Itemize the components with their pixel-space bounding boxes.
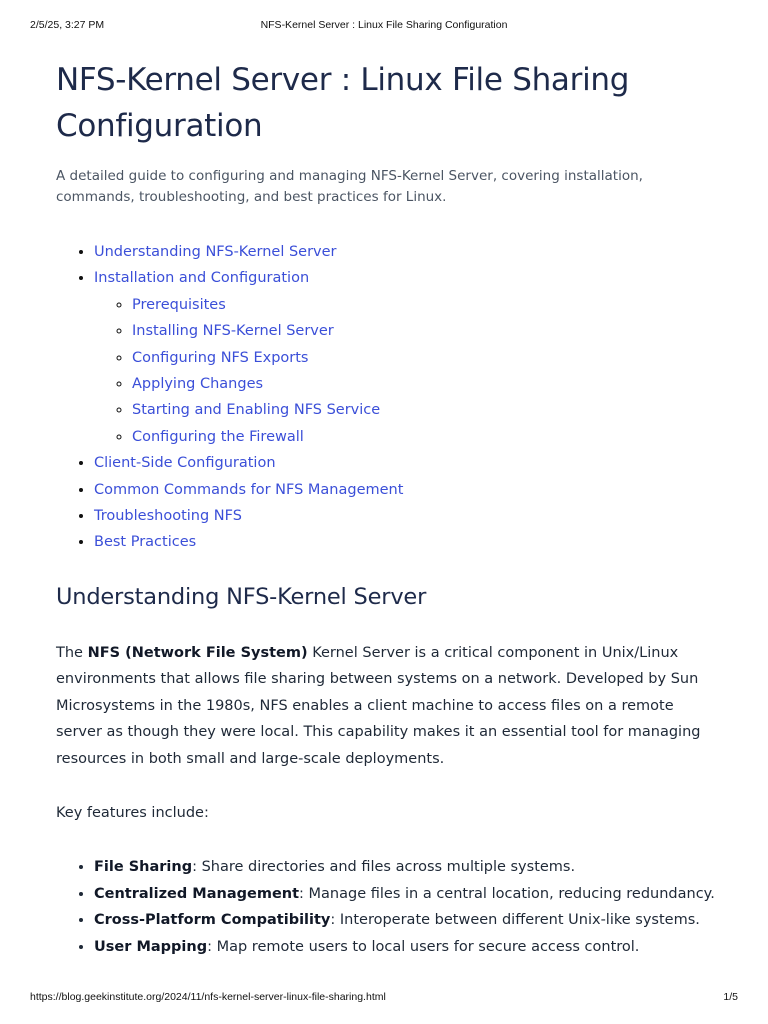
feature-desc: : Interoperate between different Unix-like systems. xyxy=(330,912,700,929)
toc-sublist xyxy=(94,292,716,450)
toc-subitem xyxy=(132,397,716,423)
toc-item xyxy=(94,503,716,529)
toc-item xyxy=(94,265,716,450)
feature-term: User Mapping xyxy=(94,938,208,955)
toc-subitem xyxy=(132,424,716,450)
toc-item xyxy=(94,529,716,555)
features-intro: Key features include: xyxy=(56,804,209,821)
toc-item xyxy=(94,450,716,476)
feature-desc: : Map remote users to local users for secure access control. xyxy=(207,938,640,955)
feature-desc: : Manage files in a central location, reducing redundancy. xyxy=(299,885,715,902)
print-footer xyxy=(0,991,768,1005)
feature-item xyxy=(94,934,716,960)
toc-subitem xyxy=(132,318,716,344)
feature-term: File Sharing xyxy=(94,859,193,876)
print-page-title: NFS-Kernel Server : Linux File Sharing Configuration xyxy=(260,19,508,31)
toc-link-understanding[interactable]: Understanding NFS-Kernel Server xyxy=(94,244,337,260)
toc-link-client[interactable]: Client-Side Configuration xyxy=(94,455,276,472)
toc-link-exports[interactable]: Configuring NFS Exports xyxy=(132,349,309,366)
page-subtitle: A detailed guide to configuring and managing NFS-Kernel Server, covering installation, commands, troubleshooting, and best practices for Linux. xyxy=(56,168,643,205)
feature-term: Centralized Management xyxy=(94,885,300,902)
toc-subitem xyxy=(132,345,716,371)
features-list xyxy=(56,854,716,960)
print-header xyxy=(0,19,768,33)
toc-link-firewall[interactable]: Configuring the Firewall xyxy=(132,428,304,445)
paragraph-bold-term: NFS (Network File System) xyxy=(87,644,308,661)
toc-link-troubleshooting[interactable]: Troubleshooting NFS xyxy=(94,508,242,525)
section-heading: Understanding NFS-Kernel Server xyxy=(56,583,427,610)
toc-link-prerequisites[interactable]: Prerequisites xyxy=(132,296,226,313)
toc-item xyxy=(94,477,716,503)
feature-item xyxy=(94,881,716,907)
toc-link-starting[interactable]: Starting and Enabling NFS Service xyxy=(132,402,381,419)
page-number: 1/5 xyxy=(723,991,738,1003)
toc-subitem xyxy=(132,292,716,318)
toc-link-installation[interactable]: Installation and Configuration xyxy=(94,270,310,287)
toc-link-applying[interactable]: Applying Changes xyxy=(132,376,264,393)
feature-item xyxy=(94,854,716,880)
section-paragraph xyxy=(56,640,716,772)
table-of-contents xyxy=(56,239,716,556)
feature-desc: : Share directories and files across multiple systems. xyxy=(192,859,576,876)
paragraph-prefix: The xyxy=(56,644,88,661)
page-title: NFS-Kernel Server : Linux File Sharing Configuration xyxy=(56,62,630,144)
toc-link-commands[interactable]: Common Commands for NFS Management xyxy=(94,481,404,498)
toc-link-best-practices[interactable]: Best Practices xyxy=(94,534,197,551)
print-date: 2/5/25, 3:27 PM xyxy=(30,19,105,31)
toc-item xyxy=(94,239,716,265)
toc-link-installing[interactable]: Installing NFS-Kernel Server xyxy=(132,323,334,340)
feature-term: Cross-Platform Compatibility xyxy=(94,912,331,929)
toc-subitem xyxy=(132,371,716,397)
print-url: https://blog.geekinstitute.org/2024/11/nfs-kernel-server-linux-file-sharing.html xyxy=(30,991,386,1003)
paragraph-rest: Kernel Server is a critical component in Unix/Linux environments that allows file sharing between systems on a network. Developed by Sun Microsystems in the 1980s, NFS enables a client machine to access files on a remote server as though they were local. This capability makes it an essential tool for managing resources in both small and large-scale deployments. xyxy=(56,644,701,767)
article xyxy=(56,57,716,960)
feature-item xyxy=(94,907,716,933)
